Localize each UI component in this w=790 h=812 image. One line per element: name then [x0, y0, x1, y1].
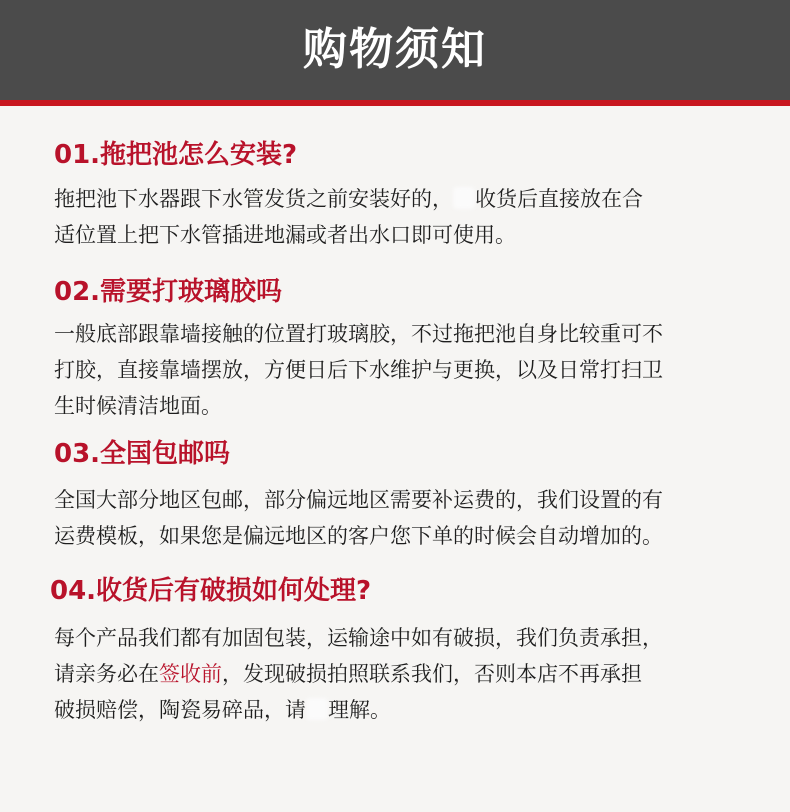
answer-line: 全国大部分地区包邮，部分偏远地区需要补运费的，我们设置的有 — [54, 488, 663, 512]
faq-answer-2 — [54, 316, 754, 424]
answer-text: 请亲务必在 — [54, 662, 159, 686]
faq-question-4: 04.收货后有破损如何处理? — [50, 576, 372, 606]
answer-line: 打胶，直接靠墙摆放，方便日后下水维护与更换，以及日常打扫卫 — [54, 358, 663, 382]
page-title: 购物须知 — [303, 24, 487, 75]
redaction-mark — [306, 698, 328, 720]
faq-answer-4 — [54, 620, 754, 728]
faq-question-2: 02.需要打玻璃胶吗 — [54, 277, 283, 307]
answer-text: 破损赔偿，陶瓷易碎品，请 — [54, 698, 306, 722]
redaction-mark — [453, 187, 475, 209]
answer-text: ，发现破损拍照联系我们，否则本店不再承担 — [222, 662, 642, 686]
answer-line: 一般底部跟靠墙接触的位置打玻璃胶，不过拖把池自身比较重可不 — [54, 322, 663, 346]
faq-answer-1 — [54, 181, 754, 253]
answer-line — [54, 692, 754, 728]
answer-line: 每个产品我们都有加固包装，运输途中如有破损，我们负责承担， — [54, 626, 663, 650]
answer-text: 收货后直接放在合 — [475, 187, 643, 211]
answer-text: 拖把池下水器跟下水管发货之前安装好的， — [54, 187, 453, 211]
answer-line: 运费模板，如果您是偏远地区的客户您下单的时候会自动增加的。 — [54, 524, 663, 548]
faq-answer-3 — [54, 482, 754, 554]
faq-question-3: 03.全国包邮吗 — [54, 439, 231, 469]
answer-line: 生时候清洁地面。 — [54, 394, 222, 418]
answer-line — [54, 656, 754, 692]
answer-text: 理解。 — [328, 698, 391, 722]
faq-question-1: 01.拖把池怎么安装? — [54, 140, 298, 170]
answer-line: 适位置上把下水管插进地漏或者出水口即可使用。 — [54, 223, 516, 247]
page-header — [0, 0, 790, 106]
highlight-text: 签收前 — [159, 662, 222, 686]
answer-line — [54, 181, 754, 217]
